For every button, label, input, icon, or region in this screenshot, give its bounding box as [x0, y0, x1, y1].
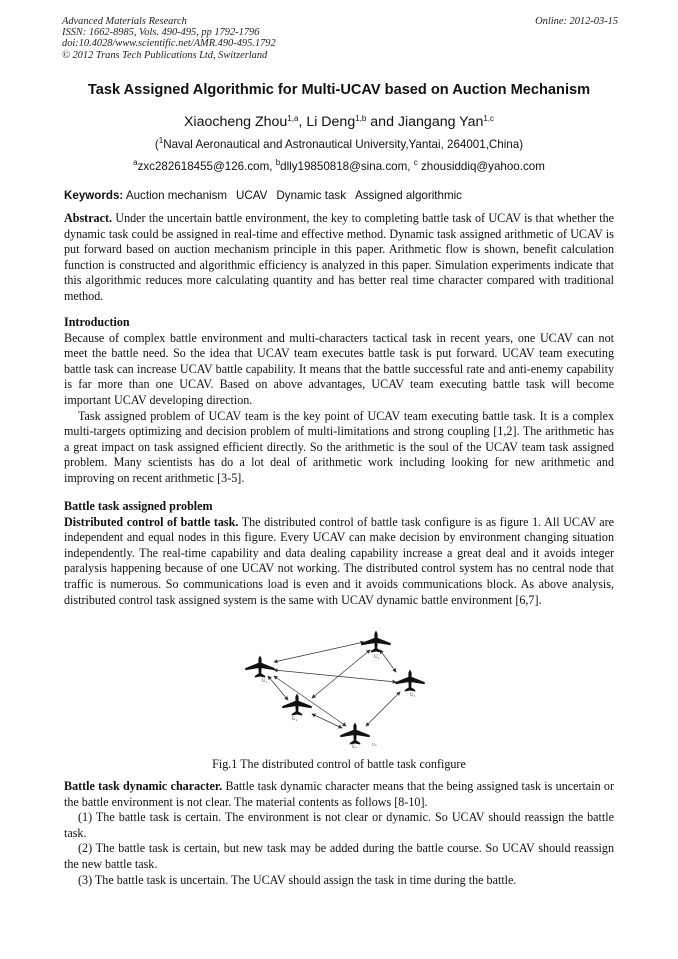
- uav-node: [340, 723, 369, 745]
- section-heading: Battle task assigned problem: [64, 499, 213, 513]
- email-line: $^a$zxc282618455@126.com, $^b$dlly19850818@sina.com, $^c$ zhousiddiq@yahoo.com: [133, 158, 545, 173]
- battle-section: [64, 499, 614, 608]
- introduction-section: [64, 315, 614, 487]
- keyword: Assigned algorithmic: [355, 189, 462, 202]
- copyright-line: © 2012 Trans Tech Publications Ltd, Switzerland: [62, 49, 268, 61]
- abstract-text: Under the uncertain battle environment, the key to completing battle task of UCAV is that whether the dynamic task could be assigned in real-time and effective method. Dynamic task assigned arithmetic of UCAV is put forward based on auction mechanism principle in this paper. Arithmetic flow is shown, benefit calculation function is constructed and algorithmic efficiency is analyzed in this paper. Simulation experiments indicate that this algorithmic reduces more calculating quantity and has better real time character compared with traditional method.: [64, 211, 614, 303]
- uav-node: [361, 631, 390, 653]
- link-u1-u3: [274, 670, 396, 682]
- paragraph: Because of complex battle environment and multi-characters tactical task in recent years, one UCAV can not meet the battle need. So the idea that UCAV team executes battle task is put forward. UCAV team executing battle task can increase UCAV battle capability. It means that the battle successful rate and anti-enemy capability is far more than one UCAV. Based on above advantages, UCAV team executing battle task will become important UCAV developing direction.: [64, 330, 614, 407]
- author-name: Xiaocheng Zhou: [183, 114, 288, 130]
- node-label: Uₙ: [372, 742, 377, 747]
- paragraph: Battle task dynamic character means that the being assigned task is uncertain or the battle environment is not clear. The material contents as follows [8-10].: [64, 779, 614, 809]
- subsection-label: Distributed control of battle task.: [64, 514, 239, 529]
- figure-1-network: [230, 628, 450, 748]
- link-u3-u5: [366, 692, 400, 726]
- keywords: [64, 188, 616, 203]
- doi-line: doi:10.4028/www.scientific.net/AMR.490-495.1792: [62, 38, 276, 50]
- node-label: U₄: [292, 717, 298, 722]
- node-label: U₃: [410, 693, 416, 698]
- email-address: zxc282618455@126.com,: [137, 160, 276, 173]
- paper-title: Task Assigned Algorithmic for Multi-UCAV based on Auction Mechanism: [87, 82, 591, 98]
- affiliation: ($^1$Naval Aeronautical and Astronautical University,Yantai, 264001,China): [154, 136, 524, 151]
- author-line: Xiaocheng Zhou$^{1,a}$, Li Deng$^{1,b}$ and Jiangang Yan$^{1,c}$: [183, 114, 495, 130]
- issn-line: ISSN: 1662-8985, Vols. 490-495, pp 1792-1796: [62, 27, 260, 39]
- author-name: Li Deng: [306, 114, 356, 130]
- abstract-label: Abstract.: [64, 211, 113, 225]
- uav-node: [245, 656, 274, 678]
- paragraph: Task assigned problem of UCAV team is the key point of UCAV team executing battle task. It is a complex multi-targets optimizing and decision problem of multi-limitations and strong coupling [1,2]. The arithmetic has a great impact on task assigned efficient directly. So the arithmetic is the soul of the UCAV team task assigned problem. Many scientists has do a lot deal of arithmetic work including looking for new arithmetic and improving on recent arithmetic [3-5].: [64, 408, 614, 485]
- node-label: U₅: [352, 745, 358, 748]
- journal-name: Advanced Materials Research: [62, 16, 187, 27]
- link-u1-u4: [268, 676, 288, 700]
- email-address: zhousiddiq@yahoo.com: [417, 160, 545, 173]
- author-sup: 1,c: [483, 114, 495, 123]
- link-u4-u5: [312, 714, 342, 728]
- keywords-label: Keywords:: [64, 189, 124, 202]
- uav-node: [395, 670, 424, 692]
- section-heading: Introduction: [64, 315, 130, 329]
- subsection-label: Battle task dynamic character.: [64, 779, 223, 793]
- list-item: (3) The battle task is uncertain. The UCAV should assign the task in time during the battle.: [78, 872, 517, 887]
- node-label: U₁: [262, 679, 268, 684]
- author-sup: 1,a: [287, 114, 299, 123]
- link-u2-u4: [312, 650, 370, 698]
- keyword: UCAV: [236, 189, 268, 202]
- paragraph: The distributed control of battle task configure is as figure 1. All UCAV are independent and equal nodes in this figure. Every UCAV can make decision by environment changing situation independently. The real-time capability and data dealing capability increase a great deal and it avoids integer paralysis happening because of one UCAV not working. The distributed control system has no central node that traffic is numerous. So communications load is even and it avoids communications block. As above analysis, distributed control task assigned system is the same with UCAV dynamic battle environment [6,7].: [64, 514, 614, 607]
- keyword: Dynamic task: [276, 189, 346, 202]
- email-address: dlly19850818@sina.com,: [280, 160, 414, 173]
- list-item: (2) The battle task is certain, but new task may be added during the battle course. So UCAV should reassign the new battle task.: [64, 841, 614, 871]
- link-u1-u5: [274, 676, 346, 726]
- uav-node: [282, 694, 311, 716]
- author-name: Jiangang Yan: [397, 114, 484, 130]
- journal-header: [62, 16, 422, 61]
- link-u2-u3: [380, 650, 396, 672]
- abstract: [64, 211, 614, 305]
- figure-links: [268, 642, 400, 728]
- link-u1-u2: [274, 642, 364, 662]
- keyword: Auction mechanism: [125, 189, 228, 202]
- author-sup: 1,b: [355, 114, 367, 123]
- online-date: Online: 2012-03-15: [535, 16, 618, 27]
- list-item: (1) The battle task is certain. The environment is not clear or dynamic. So UCAV should reassign the battle task.: [64, 810, 614, 840]
- dynamic-section: [64, 779, 614, 888]
- node-label: U₂: [374, 655, 380, 660]
- figure-caption: Fig.1 The distributed control of battle task configure: [212, 757, 466, 771]
